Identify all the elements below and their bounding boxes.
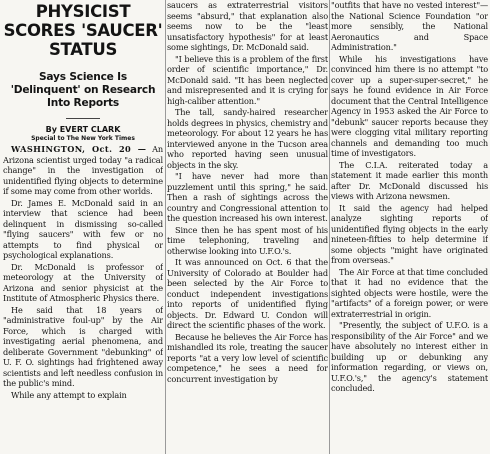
paragraph: Because he believes the Air Force has mishandled its role, treating the saucer reports "at a very low level of scientific competence," he sees a need for concurrent investigation by	[167, 331, 328, 384]
paragraph	[3, 144, 163, 197]
paragraph: "outfits that have no vested interest"—the National Science Foundation "or more sensibly, the National Aeronautics and Space Administration."	[331, 0, 488, 52]
paragraph: The Air Force at that time concluded that it had no evidence that the sighted objects were hostile, were the "artifacts" of a foreign power, or were extraterrestrial in origin.	[331, 266, 488, 319]
separator	[66, 118, 100, 119]
byline: By EVERT CLARK	[45, 125, 121, 134]
paragraph-text: An Arizona scientist urged today "a radical change" in the investigation of unidentified flying objects to determine if some may come from other worlds.	[3, 144, 163, 196]
article-text-col2	[167, 0, 328, 384]
paragraph: The tall, sandy-haired researcher holds degrees in physics, chemistry and meteorology. For about 12 years he has interviewed anyone in the Tucson area who reported having seen unusual objects in the sky.	[167, 107, 328, 170]
headline: PHYSICIST SCORES 'SAUCER' STATUS	[3, 2, 163, 59]
article-text-col3	[331, 0, 488, 394]
article-text-col1	[3, 144, 163, 400]
column-1	[3, 0, 163, 454]
column-rule	[329, 0, 330, 454]
column-2	[167, 0, 328, 454]
paragraph: It was announced on Oct. 6 that the University of Colorado at Boulder had been selected by the Air Force to conduct independent investigations into reports of unidentified flying objects. Dr. Edward U. Condon will direct the scientific phases of the work.	[167, 257, 328, 330]
paragraph: While his investigations have convinced him there is no attempt "to cover up a super-super-secret," he says he found evidence in Air Force document that the Central Intelligence Agency in 1953 asked the Air Force to "debunk" saucer reports because they were clogging vital military reporting channels and demanding too much time of investigators.	[331, 53, 488, 158]
column-3	[331, 0, 488, 454]
paragraph: It said the agency had helped analyze sighting reports of unidentified flying objects in the early nineteen-fifties to help determine if some objects "might have originated from overseas."	[331, 202, 488, 265]
paragraph: While any attempt to explain	[11, 389, 127, 400]
paragraph: He said that 18 years of "administrative foul-up" by the Air Force, which is charged with investigating aerial phenomena, and deliberate Government "debunking" of U. F. O. sightings had frightened away scientists and left needless confusion in the public's mind.	[3, 304, 163, 388]
paragraph: Since then he has spent most of his time telephoning, traveling and otherwise looking into U.F.O.'s.	[167, 224, 328, 256]
special-credit: Special to The New York Times	[31, 135, 135, 142]
paragraph: "Presently, the subject of U.F.O. is a responsibility of the Air Force" and we have absolutely no interest either in building up or debunking any information regarding, or views on, U.F.O.'s," the agency's statement concluded.	[331, 320, 488, 393]
paragraph: "I believe this is a problem of the first order of scientific importance," Dr. McDonald said. "It has been neglected and misrepresented and it is crying for high-caliber attention."	[167, 53, 328, 106]
paragraph: Dr. McDonald is professor of meteorology at the University of Arizona and senior physicist at the Institute of Atmospheric Physics there.	[3, 261, 163, 303]
paragraph: saucers as extraterrestrial visitors seems "absurd," that explanation also seems now to be the "least unsatisfactory hypothesis" for at least some sightings, Dr. McDonald said.	[167, 0, 328, 52]
paragraph: Dr. James E. McDonald said in an interview that science had been delinquent in dismissing so-called "flying saucers" with few or no attempts to find physical or psychological explanations.	[3, 197, 163, 260]
column-rule	[165, 0, 166, 454]
paragraph: The C.I.A. reiterated today a statement it made earlier this month after Dr. McDonald discussed his views with Arizona newsmen.	[331, 159, 488, 201]
dateline: WASHINGTON, Oct. 20 —	[11, 144, 147, 154]
subheadline: Says Science Is 'Delinquent' on Research Into Reports	[10, 71, 156, 109]
paragraph: "I have never had more than puzzlement until this spring," he said. Then a rash of sightings across the country and Congressional attention to the question increased his own interest.	[167, 171, 328, 223]
